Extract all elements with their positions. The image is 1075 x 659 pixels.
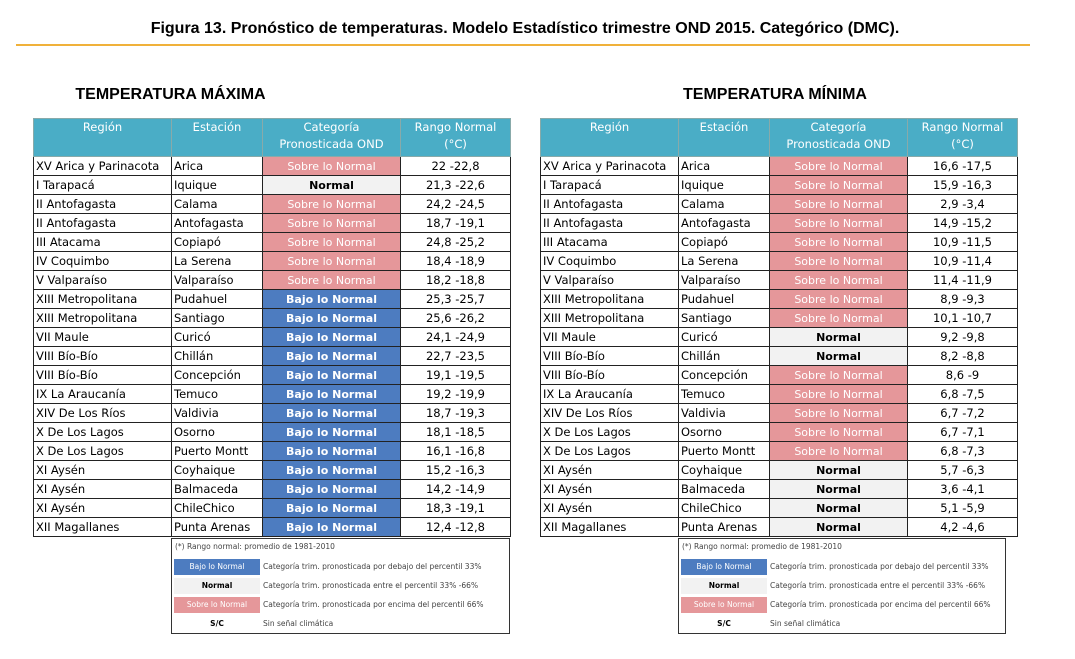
cell-rango: 24,2 -24,5 [401,195,511,214]
cell-estacion: Osorno [172,423,263,442]
cell-categoria: Normal [770,347,908,366]
cell-rango: 18,7 -19,3 [401,404,511,423]
legend-swatch-sc: S/C [681,616,767,632]
cell-estacion: Iquique [172,176,263,195]
cell-region: XV Arica y Parinacota [541,157,679,176]
cell-categoria: Bajo lo Normal [263,518,401,537]
table-header-row [541,119,1018,157]
table-row [34,157,511,176]
cell-region: XII Magallanes [34,518,172,537]
legend-item [679,595,1005,614]
cell-rango: 9,2 -9,8 [908,328,1018,347]
table-row [34,252,511,271]
cell-rango: 14,9 -15,2 [908,214,1018,233]
cell-region: XIII Metropolitana [34,290,172,309]
table-row [34,271,511,290]
cell-region: XI Aysén [541,499,679,518]
cell-rango: 15,2 -16,3 [401,461,511,480]
cell-estacion: Temuco [172,385,263,404]
cell-rango: 18,2 -18,8 [401,271,511,290]
cell-estacion: Temuco [679,385,770,404]
table-row [541,423,1018,442]
table-row [34,233,511,252]
table-row [541,328,1018,347]
cell-estacion: Valdivia [172,404,263,423]
cell-estacion: La Serena [679,252,770,271]
legend-description: Categoría trim. pronosticada por encima del percentil 66% [770,600,991,609]
table-row [541,385,1018,404]
cell-rango: 12,4 -12,8 [401,518,511,537]
table-row [34,461,511,480]
legend-item [679,614,1005,633]
cell-estacion: Puerto Montt [172,442,263,461]
cell-region: X De Los Lagos [541,423,679,442]
legend-note: (*) Rango normal: promedio de 1981-2010 [175,542,335,551]
cell-region: VIII Bío-Bío [34,366,172,385]
cell-rango: 18,7 -19,1 [401,214,511,233]
table-row [541,442,1018,461]
table-minima [540,118,1018,537]
header-estacion: Estación [172,119,263,157]
cell-categoria: Bajo lo Normal [263,290,401,309]
cell-categoria: Sobre lo Normal [770,271,908,290]
cell-rango: 3,6 -4,1 [908,480,1018,499]
cell-estacion: Arica [172,157,263,176]
legend-item [172,595,509,614]
cell-region: XI Aysén [34,499,172,518]
cell-estacion: Balmaceda [172,480,263,499]
cell-estacion: Arica [679,157,770,176]
legend-swatch-sobre: Sobre lo Normal [681,597,767,613]
cell-region: II Antofagasta [34,195,172,214]
table-row [34,480,511,499]
header-categoria-line1: Categoría [810,120,867,134]
cell-estacion: Copiapó [679,233,770,252]
cell-categoria: Normal [263,176,401,195]
cell-estacion: Punta Arenas [172,518,263,537]
table-header-row [34,119,511,157]
cell-region: XI Aysén [541,461,679,480]
cell-categoria: Sobre lo Normal [263,214,401,233]
cell-categoria: Sobre lo Normal [770,366,908,385]
table-row [541,461,1018,480]
cell-estacion: Santiago [679,309,770,328]
cell-estacion: Valparaíso [172,271,263,290]
cell-estacion: ChileChico [679,499,770,518]
cell-estacion: Coyhaique [679,461,770,480]
cell-categoria: Sobre lo Normal [770,214,908,233]
cell-region: XI Aysén [34,461,172,480]
legend-item [679,576,1005,595]
legend-item [172,614,509,633]
header-estacion: Estación [679,119,770,157]
legend-maxima [171,538,510,634]
table-row [34,214,511,233]
cell-categoria: Sobre lo Normal [770,423,908,442]
legend-description: Categoría trim. pronosticada entre el percentil 33% -66% [263,581,479,590]
cell-estacion: Puerto Montt [679,442,770,461]
cell-categoria: Sobre lo Normal [770,309,908,328]
title-divider [16,44,1030,46]
panel-title-maxima: TEMPERATURA MÁXIMA [75,86,266,103]
legend-note: (*) Rango normal: promedio de 1981-2010 [682,542,842,551]
cell-rango: 8,6 -9 [908,366,1018,385]
table-row [541,252,1018,271]
table-row [541,366,1018,385]
cell-categoria: Bajo lo Normal [263,442,401,461]
cell-estacion: Curicó [679,328,770,347]
cell-region: XIII Metropolitana [34,309,172,328]
cell-region: IX La Araucanía [541,385,679,404]
cell-categoria: Normal [770,480,908,499]
cell-rango: 6,7 -7,2 [908,404,1018,423]
cell-categoria: Sobre lo Normal [263,195,401,214]
legend-description: Categoría trim. pronosticada por debajo del percentil 33% [263,562,482,571]
cell-region: XII Magallanes [541,518,679,537]
cell-categoria: Bajo lo Normal [263,499,401,518]
cell-rango: 25,6 -26,2 [401,309,511,328]
table-row [34,404,511,423]
cell-categoria: Bajo lo Normal [263,480,401,499]
header-rango-line2: (°C) [951,137,974,151]
table-row [34,195,511,214]
cell-rango: 16,6 -17,5 [908,157,1018,176]
table-maxima [33,118,511,537]
cell-estacion: Pudahuel [679,290,770,309]
panel-temperatura-minima [540,86,1018,634]
cell-region: VII Maule [34,328,172,347]
table-row [34,518,511,537]
cell-region: I Tarapacá [34,176,172,195]
cell-region: II Antofagasta [541,195,679,214]
cell-categoria: Sobre lo Normal [770,252,908,271]
table-row [541,214,1018,233]
cell-categoria: Bajo lo Normal [263,385,401,404]
cell-categoria: Bajo lo Normal [263,366,401,385]
cell-estacion: Concepción [679,366,770,385]
cell-estacion: Chillán [172,347,263,366]
cell-rango: 19,1 -19,5 [401,366,511,385]
cell-categoria: Normal [770,461,908,480]
table-row [541,480,1018,499]
header-region: Región [34,119,172,157]
cell-categoria: Bajo lo Normal [263,347,401,366]
table-body-maxima [34,157,511,537]
cell-region: XIII Metropolitana [541,309,679,328]
legend-swatch-bajo: Bajo lo Normal [681,559,767,575]
table-row [34,347,511,366]
panel-title-minima: TEMPERATURA MÍNIMA [683,86,867,103]
header-categoria-line1: Categoría [303,120,360,134]
legend-item [172,576,509,595]
cell-rango: 22,7 -23,5 [401,347,511,366]
table-row [34,499,511,518]
cell-rango: 5,1 -5,9 [908,499,1018,518]
cell-region: V Valparaíso [34,271,172,290]
table-row [34,176,511,195]
cell-categoria: Sobre lo Normal [263,157,401,176]
cell-categoria: Bajo lo Normal [263,461,401,480]
cell-rango: 2,9 -3,4 [908,195,1018,214]
legend-description: Categoría trim. pronosticada por debajo del percentil 33% [770,562,989,571]
cell-rango: 10,1 -10,7 [908,309,1018,328]
cell-region: VII Maule [541,328,679,347]
cell-region: XV Arica y Parinacota [34,157,172,176]
cell-rango: 6,7 -7,1 [908,423,1018,442]
legend-description: Sin señal climática [770,619,841,628]
cell-estacion: Chillán [679,347,770,366]
cell-rango: 11,4 -11,9 [908,271,1018,290]
cell-categoria: Bajo lo Normal [263,423,401,442]
table-row [34,423,511,442]
header-rango [401,119,511,157]
cell-rango: 24,1 -24,9 [401,328,511,347]
cell-region: VIII Bío-Bío [34,347,172,366]
cell-rango: 15,9 -16,3 [908,176,1018,195]
cell-estacion: Calama [679,195,770,214]
cell-estacion: Curicó [172,328,263,347]
cell-rango: 18,3 -19,1 [401,499,511,518]
header-categoria-line2: Pronosticada OND [279,137,384,151]
header-rango [908,119,1018,157]
cell-region: XI Aysén [541,480,679,499]
cell-estacion: Pudahuel [172,290,263,309]
cell-rango: 22 -22,8 [401,157,511,176]
cell-categoria: Normal [770,518,908,537]
cell-categoria: Bajo lo Normal [263,404,401,423]
cell-categoria: Sobre lo Normal [770,157,908,176]
cell-estacion: Punta Arenas [679,518,770,537]
header-rango-line2: (°C) [444,137,467,151]
cell-rango: 6,8 -7,3 [908,442,1018,461]
cell-estacion: Calama [172,195,263,214]
cell-categoria: Sobre lo Normal [770,442,908,461]
cell-region: II Antofagasta [541,214,679,233]
cell-estacion: Valparaíso [679,271,770,290]
cell-categoria: Normal [770,499,908,518]
cell-estacion: Santiago [172,309,263,328]
cell-categoria: Sobre lo Normal [770,404,908,423]
cell-rango: 19,2 -19,9 [401,385,511,404]
cell-categoria: Bajo lo Normal [263,328,401,347]
cell-categoria: Sobre lo Normal [770,176,908,195]
cell-region: I Tarapacá [541,176,679,195]
figure-title: Figura 13. Pronóstico de temperaturas. Modelo Estadístico trimestre OND 2015. Categórico (DMC). [150,20,900,37]
cell-categoria: Sobre lo Normal [770,195,908,214]
cell-categoria: Bajo lo Normal [263,309,401,328]
cell-region: XIV De Los Ríos [34,404,172,423]
table-row [541,499,1018,518]
cell-estacion: Valdivia [679,404,770,423]
legend-swatch-normal: Normal [174,578,260,594]
legend-swatch-sc: S/C [174,616,260,632]
cell-estacion: ChileChico [172,499,263,518]
table-row [541,518,1018,537]
table-row [541,290,1018,309]
cell-rango: 18,4 -18,9 [401,252,511,271]
cell-rango: 4,2 -4,6 [908,518,1018,537]
cell-categoria: Sobre lo Normal [263,252,401,271]
cell-rango: 10,9 -11,5 [908,233,1018,252]
cell-rango: 16,1 -16,8 [401,442,511,461]
cell-region: X De Los Lagos [34,442,172,461]
header-region: Región [541,119,679,157]
legend-swatch-normal: Normal [681,578,767,594]
table-row [34,328,511,347]
legend-swatch-bajo: Bajo lo Normal [174,559,260,575]
cell-estacion: Concepción [172,366,263,385]
cell-rango: 5,7 -6,3 [908,461,1018,480]
cell-rango: 6,8 -7,5 [908,385,1018,404]
panel-temperatura-maxima [33,86,511,634]
table-row [34,309,511,328]
legend-description: Sin señal climática [263,619,334,628]
table-row [541,176,1018,195]
table-row [34,366,511,385]
table-row [34,442,511,461]
header-categoria [263,119,401,157]
cell-region: XI Aysén [34,480,172,499]
cell-region: III Atacama [541,233,679,252]
cell-estacion: Osorno [679,423,770,442]
cell-region: VIII Bío-Bío [541,366,679,385]
cell-rango: 14,2 -14,9 [401,480,511,499]
header-categoria-line2: Pronosticada OND [786,137,891,151]
cell-estacion: Antofagasta [172,214,263,233]
cell-region: III Atacama [34,233,172,252]
legend-item [679,557,1005,576]
cell-categoria: Sobre lo Normal [263,233,401,252]
table-row [541,271,1018,290]
cell-region: II Antofagasta [34,214,172,233]
legend-description: Categoría trim. pronosticada entre el percentil 33% -66% [770,581,986,590]
legend-minima [678,538,1006,634]
table-row [541,195,1018,214]
cell-categoria: Sobre lo Normal [770,233,908,252]
cell-region: IX La Araucanía [34,385,172,404]
cell-region: XIV De Los Ríos [541,404,679,423]
cell-region: X De Los Lagos [541,442,679,461]
cell-estacion: La Serena [172,252,263,271]
header-rango-line1: Rango Normal [921,120,1004,134]
table-row [541,157,1018,176]
cell-categoria: Sobre lo Normal [263,271,401,290]
cell-categoria: Sobre lo Normal [770,290,908,309]
table-row [541,233,1018,252]
header-rango-line1: Rango Normal [414,120,497,134]
cell-estacion: Balmaceda [679,480,770,499]
cell-categoria: Sobre lo Normal [770,385,908,404]
cell-rango: 24,8 -25,2 [401,233,511,252]
legend-item [172,557,509,576]
cell-region: XIII Metropolitana [541,290,679,309]
table-body-minima [541,157,1018,537]
cell-estacion: Iquique [679,176,770,195]
cell-rango: 18,1 -18,5 [401,423,511,442]
cell-rango: 8,9 -9,3 [908,290,1018,309]
table-row [34,290,511,309]
cell-region: IV Coquimbo [541,252,679,271]
header-categoria [770,119,908,157]
cell-rango: 25,3 -25,7 [401,290,511,309]
table-row [34,385,511,404]
cell-rango: 21,3 -22,6 [401,176,511,195]
legend-swatch-sobre: Sobre lo Normal [174,597,260,613]
table-row [541,309,1018,328]
cell-region: V Valparaíso [541,271,679,290]
table-row [541,347,1018,366]
legend-description: Categoría trim. pronosticada por encima del percentil 66% [263,600,484,609]
cell-region: IV Coquimbo [34,252,172,271]
cell-estacion: Coyhaique [172,461,263,480]
cell-rango: 10,9 -11,4 [908,252,1018,271]
cell-rango: 8,2 -8,8 [908,347,1018,366]
cell-categoria: Normal [770,328,908,347]
cell-estacion: Copiapó [172,233,263,252]
table-row [541,404,1018,423]
cell-region: X De Los Lagos [34,423,172,442]
cell-region: VIII Bío-Bío [541,347,679,366]
cell-estacion: Antofagasta [679,214,770,233]
